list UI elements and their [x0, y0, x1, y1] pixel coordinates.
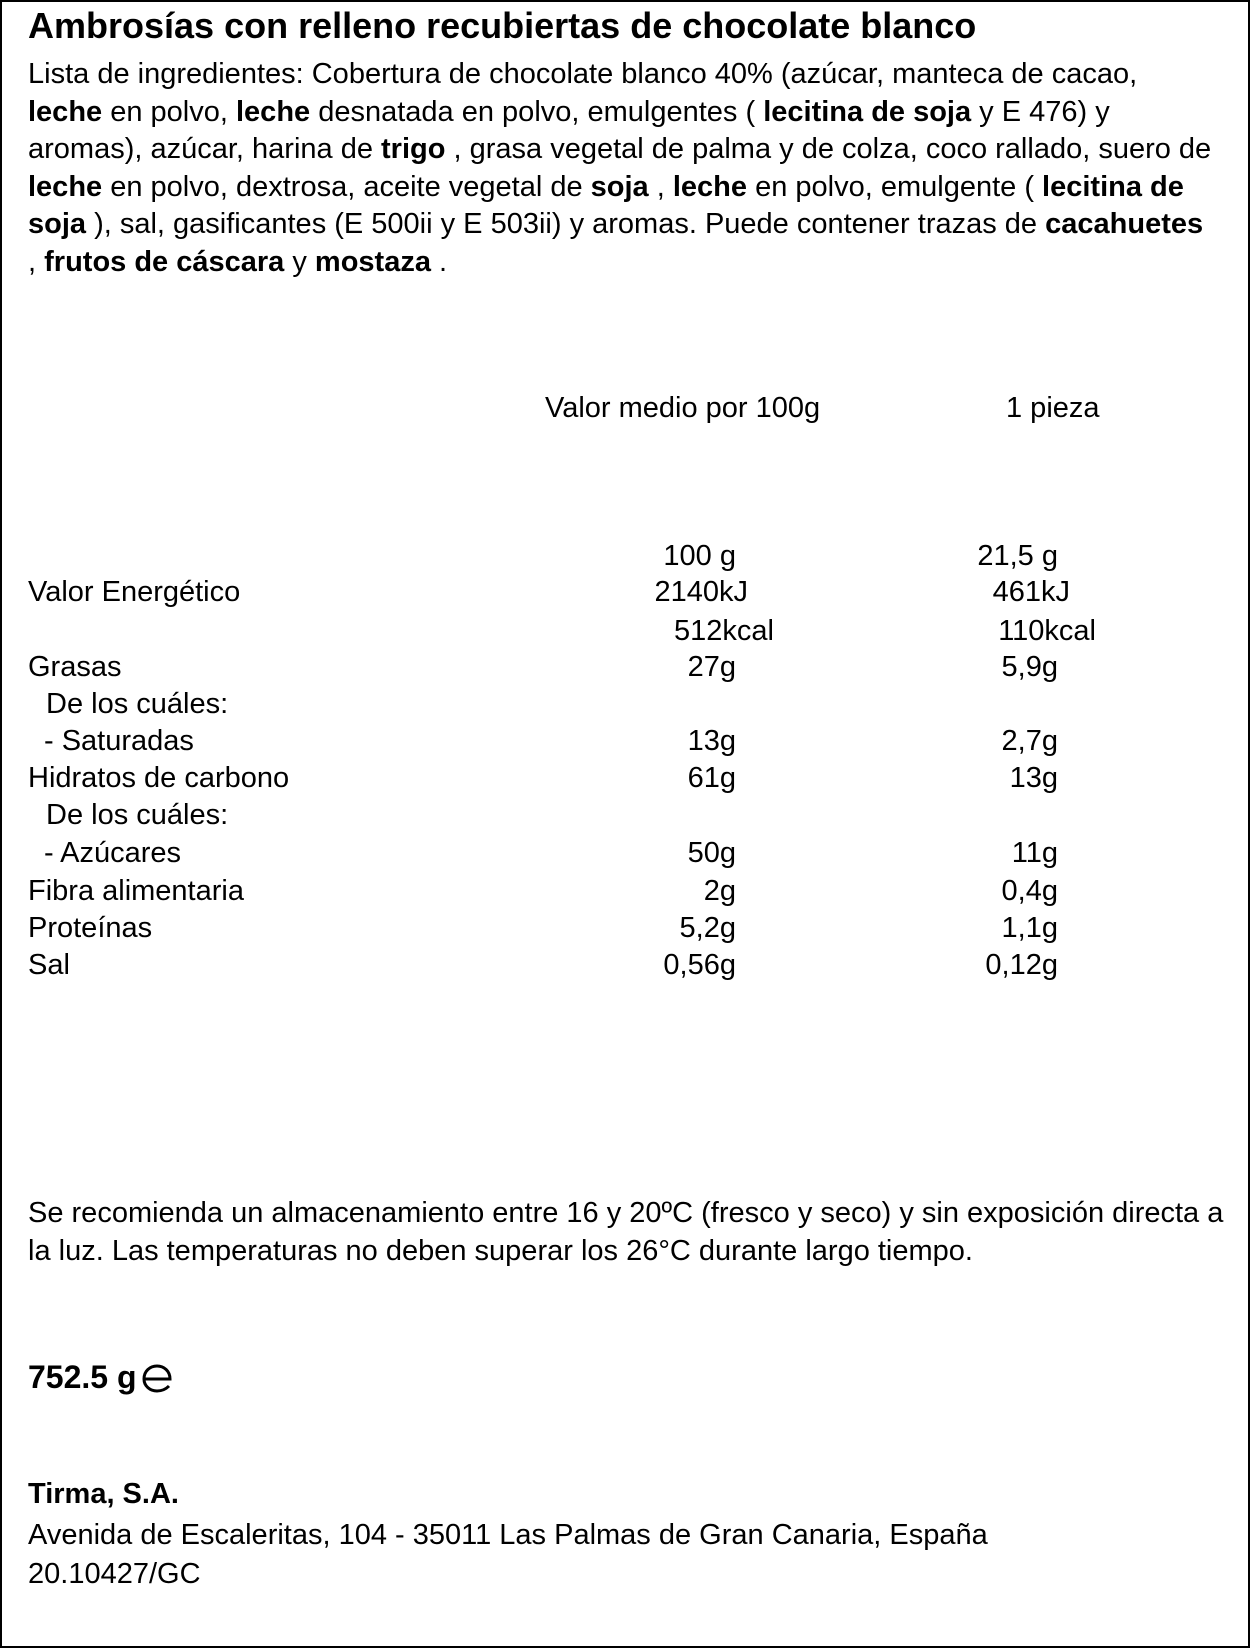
allergen-highlight: leche: [672, 170, 748, 203]
nutrition-row: [2, 873, 1248, 910]
ingredient-text: .: [430, 245, 448, 278]
ingredient-text: Lista de ingredientes: Cobertura de chocolate blanco 40% (azúcar, manteca de cacao,: [28, 58, 1138, 90]
nutrient-label: De los cuáles:: [46, 688, 229, 720]
estimated-sign-icon: [141, 1362, 173, 1403]
ingredient-text: , grasa vegetal de palma y de colza, coco rallado, suero de: [445, 133, 1212, 165]
company-name: Tirma, S.A.: [28, 1478, 179, 1510]
nutrient-value-piece: 1,1g: [1001, 912, 1058, 944]
ingredient-text: en polvo, emulgente (: [747, 170, 1043, 203]
nutrition-row: [2, 686, 1248, 723]
nutrient-label: Proteínas: [28, 912, 153, 944]
nutrition-row: [2, 723, 1248, 760]
nutrition-header-per-piece: 1 pieza: [1006, 392, 1100, 424]
nutrient-label: Grasas: [28, 651, 122, 683]
nutrient-value-100g: 61g: [687, 762, 736, 794]
allergen-highlight: frutos de cáscara: [44, 245, 285, 278]
nutrient-value-piece: 2,7g: [1001, 725, 1058, 757]
allergen-highlight: leche: [28, 170, 103, 203]
nutrient-value-100g: 512kcal: [674, 615, 774, 647]
nutrient-value-piece: 11g: [1011, 837, 1058, 869]
ingredient-text: ,: [28, 245, 45, 278]
nutrient-value-piece: 13g: [1009, 762, 1058, 794]
nutrient-value-100g: 50g: [687, 837, 736, 869]
nutrient-label: Fibra alimentaria: [28, 875, 244, 907]
nutrition-header-per-100g: Valor medio por 100g: [545, 392, 821, 424]
nutrient-value-100g: 5,2g: [679, 912, 736, 944]
nutrition-row: [2, 910, 1248, 947]
nutrition-row: [2, 835, 1248, 872]
allergen-highlight: trigo: [381, 133, 446, 165]
nutrient-value-piece: 0,12g: [985, 949, 1058, 981]
allergen-highlight: leche: [28, 95, 103, 128]
allergen-highlight: soja: [590, 170, 649, 203]
nutrition-row: [2, 797, 1248, 834]
nutrition-row: [2, 947, 1248, 984]
allergen-highlight: leche: [236, 95, 311, 128]
nutrition-row: [2, 574, 1248, 611]
nutrient-label: - Azúcares: [44, 837, 181, 869]
ingredient-text: en polvo,: [102, 95, 236, 128]
nutrient-value-100g: 100 g: [663, 540, 736, 572]
nutrition-row: [2, 760, 1248, 797]
nutrient-value-100g: 13g: [687, 725, 736, 757]
ingredient-text: desnatada en polvo, emulgentes (: [310, 95, 764, 128]
ingredient-text: y E 476) y aromas), azúcar, harina de: [28, 95, 1110, 165]
nutrition-row: [2, 613, 1248, 650]
nutrient-value-piece: 21,5 g: [977, 540, 1058, 572]
ingredients-list: [28, 56, 1218, 281]
ingredient-text: en polvo, dextrosa, aceite vegetal de: [102, 170, 591, 203]
nutrient-value-piece: 461kJ: [992, 576, 1070, 608]
ingredient-text: ), sal, gasificantes (E 500ii y E 503ii) y aromas. Puede contener trazas de: [86, 208, 1046, 240]
nutrient-value-piece: 0,4g: [1001, 875, 1058, 907]
registration-code: 20.10427/GC: [28, 1558, 201, 1590]
nutrient-value-100g: 2140kJ: [654, 576, 748, 608]
nutrient-label: Hidratos de carbono: [28, 762, 290, 794]
nutrient-value-100g: 27g: [687, 651, 736, 683]
nutrient-label: - Saturadas: [44, 725, 194, 757]
company-address: Avenida de Escaleritas, 104 - 35011 Las Palmas de Gran Canaria, España: [28, 1519, 988, 1551]
allergen-highlight: cacahuetes: [1045, 208, 1204, 240]
nutrient-label: Sal: [28, 949, 70, 981]
allergen-highlight: lecitina de soja: [28, 170, 1184, 240]
ingredient-text: y: [284, 245, 315, 278]
allergen-highlight: mostaza: [314, 245, 431, 278]
net-weight: [28, 1357, 173, 1403]
nutrient-value-piece: 110kcal: [998, 615, 1096, 647]
nutrient-value-100g: 0,56g: [663, 949, 736, 981]
nutrient-value-piece: 5,9g: [1001, 651, 1058, 683]
net-weight-value: 752.5 g: [28, 1359, 137, 1395]
nutrition-row: [2, 649, 1248, 686]
nutrient-label: Valor Energético: [28, 576, 241, 608]
ingredient-text: ,: [648, 170, 673, 203]
nutrient-label: De los cuáles:: [46, 799, 229, 831]
allergen-highlight: lecitina de soja: [763, 95, 972, 128]
nutrition-row: [2, 538, 1248, 575]
storage-instructions: Se recomienda un almacenamiento entre 16 y 20ºC (fresco y seco) y sin exposición directa a la luz. Las temperaturas no deben superar los 26°C durante largo tiempo.: [28, 1197, 1224, 1267]
product-title: Ambrosías con relleno recubiertas de chocolate blanco: [28, 5, 977, 46]
nutrient-value-100g: 2g: [703, 875, 736, 907]
